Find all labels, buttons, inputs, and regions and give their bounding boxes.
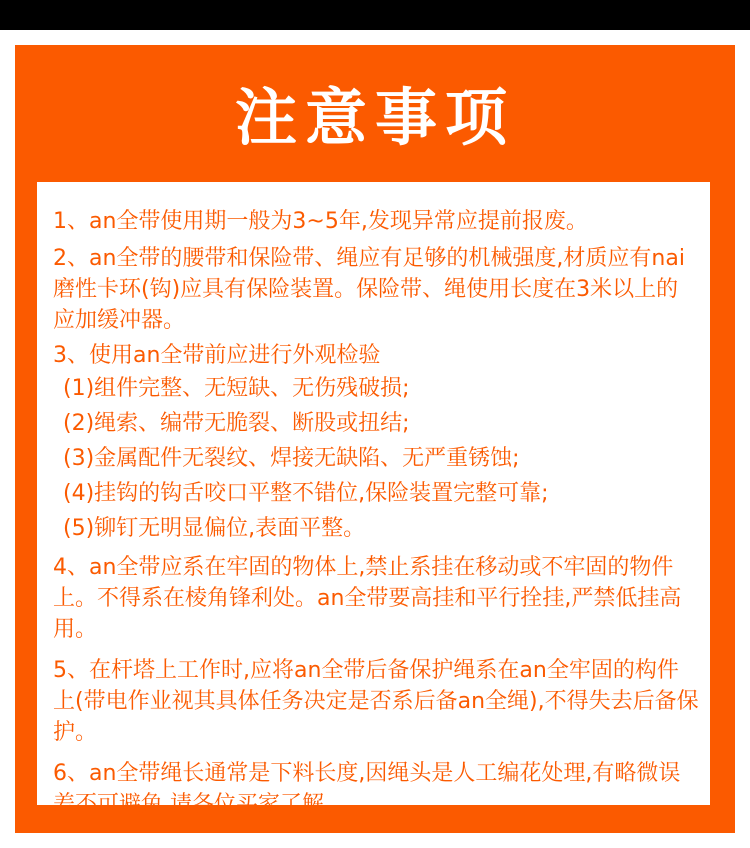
notice-item-5: 5、在杆塔上工作时,应将an全带后备保护绳系在an全牢固的构件上(带电作业视其具体任务决定是否系后备an全绳),不得失去后备保护。 — [53, 658, 699, 745]
inspection-item: (3)金属配件无裂纹、焊接无缺陷、无严重锈蚀; — [63, 446, 520, 471]
inspection-item: (2)绳索、编带无脆裂、断股或扭结; — [63, 411, 410, 436]
top-bar — [0, 0, 750, 30]
page-title: 注意事项 — [234, 81, 515, 154]
inspection-list — [53, 373, 700, 544]
notice-item-4: 4、an全带应系在牢固的物体上,禁止系挂在移动或不牢固的物件上。不得系在棱角锋利处。an全带要高挂和平行拴挂,严禁低挂高用。 — [53, 555, 682, 642]
inspection-item: (4)挂钩的钩舌咬口平整不错位,保险装置完整可靠; — [63, 481, 549, 506]
notice-content — [37, 182, 710, 817]
inspection-item: (1)组件完整、无短缺、无伤残破损; — [63, 376, 410, 401]
notice-item-1: 1、an全带使用期一般为3~5年,发现异常应提前报废。 — [53, 209, 588, 234]
notice-item-2: 2、an全带的腰带和保险带、绳应有足够的机械强度,材质应有nai磨性卡环(钩)应具有保险装置。保险带、绳使用长度在3米以上的应加缓冲器。 — [53, 246, 685, 333]
inspection-item: (5)铆钉无明显偏位,表面平整。 — [63, 516, 366, 541]
notice-item-6: 6、an全带绳长通常是下料长度,因绳头是人工编花处理,有略微误差不可避免,请各位买家了解。 — [53, 761, 681, 817]
notice-item-3: 3、使用an全带前应进行外观检验 — [53, 343, 381, 368]
